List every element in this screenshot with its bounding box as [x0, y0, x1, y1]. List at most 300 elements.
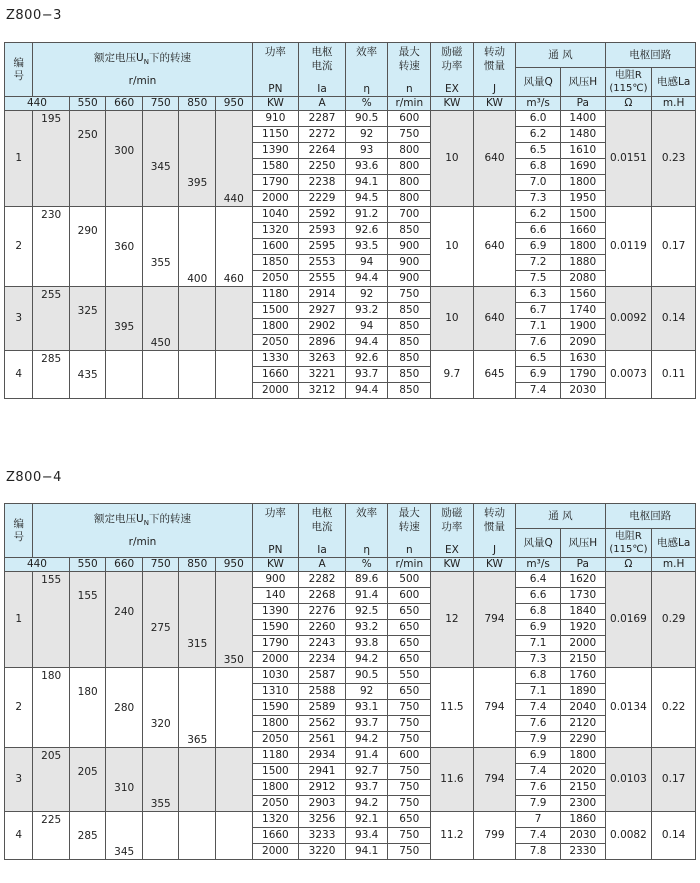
press-cell: 2030 — [560, 828, 605, 844]
header-text: N — [143, 58, 149, 67]
spec-table-z800-4 — [4, 503, 696, 860]
speed-value: 355 — [150, 257, 171, 269]
header-induct: 电感La — [652, 529, 696, 558]
unit-cell: KW — [252, 558, 299, 572]
speed-cell — [215, 572, 252, 668]
data-cell: 900 — [388, 271, 431, 287]
speed-cell — [33, 748, 70, 812]
data-cell: 1320 — [252, 223, 299, 239]
press-cell: 1500 — [560, 207, 605, 223]
data-cell: 2000 — [252, 844, 299, 860]
speed-cell — [215, 111, 252, 207]
data-cell: 2941 — [299, 764, 346, 780]
header-speed — [33, 43, 252, 97]
speed-cell — [179, 812, 216, 860]
unit-cell: KW — [473, 558, 516, 572]
unit-cell: 850 — [179, 97, 216, 111]
header-text: 电阻R — [614, 70, 642, 81]
data-cell: 2927 — [299, 303, 346, 319]
header-circuit: 电枢回路 — [605, 504, 695, 529]
header-text: 最大 — [398, 46, 420, 58]
data-cell: 1790 — [252, 636, 299, 652]
resist-cell: 0.0073 — [605, 351, 652, 399]
unit-cell: % — [345, 558, 388, 572]
press-cell: 1620 — [560, 572, 605, 588]
speed-value: 250 — [77, 129, 98, 141]
press-cell: 1800 — [560, 239, 605, 255]
data-cell: 1660 — [252, 367, 299, 383]
speed-cell — [142, 572, 179, 668]
header-text: EX — [444, 544, 459, 556]
data-cell: 1500 — [252, 303, 299, 319]
speed-cell — [106, 812, 143, 860]
flow-cell: 7.9 — [516, 796, 561, 812]
data-cell: 2276 — [299, 604, 346, 620]
unit-cell: KW — [431, 558, 474, 572]
press-cell: 1950 — [560, 191, 605, 207]
press-cell: 1400 — [560, 111, 605, 127]
data-cell: 91.4 — [345, 588, 388, 604]
header-text: 效率 — [356, 46, 378, 58]
data-cell: 1850 — [252, 255, 299, 271]
data-cell: 700 — [388, 207, 431, 223]
header-text: 转动 — [484, 507, 505, 519]
data-cell: 2050 — [252, 732, 299, 748]
speed-value: 395 — [187, 177, 208, 189]
speed-cell — [215, 351, 252, 399]
speed-cell — [33, 287, 70, 351]
flow-cell: 6.8 — [516, 159, 561, 175]
speed-value: 300 — [114, 145, 135, 157]
speed-cell — [106, 287, 143, 351]
data-cell: 90.5 — [345, 111, 388, 127]
data-cell: 2000 — [252, 652, 299, 668]
header-text: 惯量 — [484, 521, 505, 533]
inertia-cell: 645 — [473, 351, 516, 399]
data-cell: 94.2 — [345, 732, 388, 748]
unit-cell: r/min — [388, 558, 431, 572]
speed-value: 345 — [114, 846, 135, 858]
speed-value: 350 — [223, 654, 244, 666]
resist-cell: 0.0119 — [605, 207, 652, 287]
speed-cell — [215, 668, 252, 748]
speed-cell — [179, 351, 216, 399]
data-cell: 750 — [388, 700, 431, 716]
flow-cell: 6.6 — [516, 223, 561, 239]
press-cell: 1880 — [560, 255, 605, 271]
press-cell: 2300 — [560, 796, 605, 812]
resist-cell: 0.0169 — [605, 572, 652, 668]
data-cell: 94.4 — [345, 271, 388, 287]
inertia-cell: 794 — [473, 572, 516, 668]
data-cell: 750 — [388, 127, 431, 143]
header-text: 功率 — [441, 521, 463, 533]
speed-cell — [106, 572, 143, 668]
data-cell: 750 — [388, 716, 431, 732]
data-cell: 2595 — [299, 239, 346, 255]
data-cell: 1330 — [252, 351, 299, 367]
speed-cell — [179, 207, 216, 287]
data-cell: 2934 — [299, 748, 346, 764]
header-text: PN — [268, 83, 283, 95]
table-title: Z800−3 — [6, 8, 62, 23]
header-text: (115℃) — [609, 544, 648, 555]
data-cell: 91.4 — [345, 748, 388, 764]
data-cell: 93.7 — [345, 367, 388, 383]
header-excite — [431, 43, 474, 97]
speed-cell — [69, 287, 106, 351]
header-text: J — [492, 544, 497, 556]
header-text: 励磁 — [441, 46, 463, 58]
data-cell: 850 — [388, 367, 431, 383]
inertia-cell: 640 — [473, 287, 516, 351]
data-cell: 600 — [388, 588, 431, 604]
press-cell: 1560 — [560, 287, 605, 303]
header-power — [252, 43, 299, 97]
flow-cell: 7.6 — [516, 780, 561, 796]
table-title: Z800−4 — [6, 470, 62, 485]
data-cell: 2272 — [299, 127, 346, 143]
flow-cell: 7.3 — [516, 191, 561, 207]
speed-value: 205 — [77, 766, 98, 778]
press-cell: 1920 — [560, 620, 605, 636]
induct-cell: 0.14 — [652, 812, 696, 860]
speed-value: 440 — [223, 193, 244, 205]
unit-cell: KW — [431, 97, 474, 111]
speed-cell — [142, 111, 179, 207]
data-cell: 93.5 — [345, 239, 388, 255]
data-cell: 2555 — [299, 271, 346, 287]
header-text: (115℃) — [609, 83, 648, 94]
press-cell: 1690 — [560, 159, 605, 175]
speed-value: 315 — [187, 638, 208, 650]
data-cell: 850 — [388, 351, 431, 367]
flow-cell: 7.6 — [516, 716, 561, 732]
unit-cell: 950 — [215, 558, 252, 572]
speed-value: 180 — [41, 670, 62, 682]
header-text: 转速 — [398, 521, 420, 533]
unit-cell: Pa — [560, 97, 605, 111]
speed-value: 355 — [150, 798, 171, 810]
data-cell: 2050 — [252, 335, 299, 351]
speed-cell — [33, 572, 70, 668]
speed-value: 180 — [77, 686, 98, 698]
speed-value: 225 — [41, 814, 62, 826]
press-cell: 2040 — [560, 700, 605, 716]
speed-cell — [142, 812, 179, 860]
inertia-cell: 794 — [473, 748, 516, 812]
data-cell: 92.7 — [345, 764, 388, 780]
data-cell: 750 — [388, 796, 431, 812]
data-cell: 1790 — [252, 175, 299, 191]
header-maxspeed — [388, 504, 431, 558]
data-cell: 93.7 — [345, 716, 388, 732]
header-flow: 风量Q — [516, 68, 561, 97]
press-cell: 1630 — [560, 351, 605, 367]
speed-value: 450 — [150, 337, 171, 349]
speed-cell — [142, 287, 179, 351]
data-cell: 2553 — [299, 255, 346, 271]
data-cell: 3220 — [299, 844, 346, 860]
data-cell: 92 — [345, 127, 388, 143]
header-text: 电阻R — [614, 531, 642, 542]
data-cell: 92.1 — [345, 812, 388, 828]
data-cell: 2268 — [299, 588, 346, 604]
press-cell: 1760 — [560, 668, 605, 684]
group-no: 1 — [5, 111, 33, 207]
speed-cell — [179, 748, 216, 812]
data-cell: 140 — [252, 588, 299, 604]
flow-cell: 7 — [516, 812, 561, 828]
data-cell: 3263 — [299, 351, 346, 367]
header-text: J — [492, 83, 497, 95]
header-text: 功率 — [264, 46, 286, 58]
data-cell: 900 — [252, 572, 299, 588]
speed-value: 155 — [41, 574, 62, 586]
speed-value: 395 — [114, 321, 135, 333]
press-cell: 2000 — [560, 636, 605, 652]
data-cell: 2050 — [252, 271, 299, 287]
data-cell: 2250 — [299, 159, 346, 175]
header-text: 号 — [13, 69, 24, 82]
header-text: EX — [444, 83, 459, 95]
press-cell: 2150 — [560, 780, 605, 796]
data-cell: 550 — [388, 668, 431, 684]
flow-cell: 6.4 — [516, 572, 561, 588]
data-cell: 850 — [388, 223, 431, 239]
data-cell: 900 — [388, 239, 431, 255]
group-no: 4 — [5, 351, 33, 399]
data-cell: 2260 — [299, 620, 346, 636]
speed-cell — [179, 572, 216, 668]
group-no: 3 — [5, 748, 33, 812]
data-cell: 750 — [388, 764, 431, 780]
data-cell: 2561 — [299, 732, 346, 748]
data-cell: 1180 — [252, 748, 299, 764]
data-cell: 1390 — [252, 143, 299, 159]
data-cell: 800 — [388, 159, 431, 175]
header-excite — [431, 504, 474, 558]
header-text: 电流 — [311, 60, 333, 72]
unit-cell: 660 — [106, 97, 143, 111]
header-press: 风压H — [560, 68, 605, 97]
excite-cell: 11.5 — [431, 668, 474, 748]
data-cell: 2238 — [299, 175, 346, 191]
flow-cell: 7.1 — [516, 684, 561, 700]
speed-cell — [106, 351, 143, 399]
data-cell: 94.2 — [345, 796, 388, 812]
data-cell: 1660 — [252, 828, 299, 844]
flow-cell: 7.9 — [516, 732, 561, 748]
data-cell: 800 — [388, 175, 431, 191]
data-cell: 1180 — [252, 287, 299, 303]
data-cell: 2562 — [299, 716, 346, 732]
press-cell: 1740 — [560, 303, 605, 319]
data-cell: 600 — [388, 748, 431, 764]
header-circuit: 电枢回路 — [605, 43, 695, 68]
excite-cell: 10 — [431, 207, 474, 287]
header-resist — [605, 529, 652, 558]
unit-cell: 550 — [69, 97, 106, 111]
group-no: 2 — [5, 668, 33, 748]
data-cell: 2264 — [299, 143, 346, 159]
flow-cell: 7.5 — [516, 271, 561, 287]
header-no — [5, 504, 33, 558]
data-cell: 93.2 — [345, 620, 388, 636]
unit-cell: 750 — [142, 97, 179, 111]
header-text: 下的转速 — [148, 512, 191, 525]
flow-cell: 6.9 — [516, 620, 561, 636]
flow-cell: 7.1 — [516, 636, 561, 652]
unit-cell: % — [345, 97, 388, 111]
data-cell: 1800 — [252, 716, 299, 732]
data-cell: 2588 — [299, 684, 346, 700]
header-text: n — [405, 83, 413, 95]
resist-cell: 0.0092 — [605, 287, 652, 351]
speed-value: 195 — [41, 113, 62, 125]
data-cell: 2000 — [252, 191, 299, 207]
data-cell: 92 — [345, 287, 388, 303]
flow-cell: 7.0 — [516, 175, 561, 191]
flow-cell: 7.3 — [516, 652, 561, 668]
data-cell: 92.6 — [345, 351, 388, 367]
press-cell: 1480 — [560, 127, 605, 143]
speed-cell — [33, 351, 70, 399]
data-cell: 91.2 — [345, 207, 388, 223]
header-flow: 风量Q — [516, 529, 561, 558]
flow-cell: 7.4 — [516, 700, 561, 716]
unit-cell: Pa — [560, 558, 605, 572]
data-cell: 650 — [388, 652, 431, 668]
data-cell: 2587 — [299, 668, 346, 684]
data-cell: 850 — [388, 335, 431, 351]
excite-cell: 11.2 — [431, 812, 474, 860]
speed-value: 240 — [114, 606, 135, 618]
header-inertia — [473, 504, 516, 558]
header-current — [299, 504, 346, 558]
press-cell: 2330 — [560, 844, 605, 860]
group-no: 4 — [5, 812, 33, 860]
data-cell: 1320 — [252, 812, 299, 828]
header-text: 额定电压U — [94, 512, 144, 525]
press-cell: 2030 — [560, 383, 605, 399]
data-cell: 750 — [388, 828, 431, 844]
data-cell: 1800 — [252, 780, 299, 796]
header-text: n — [405, 544, 413, 556]
header-maxspeed — [388, 43, 431, 97]
group-no: 2 — [5, 207, 33, 287]
group-no: 3 — [5, 287, 33, 351]
speed-value: 285 — [77, 830, 98, 842]
header-text: η — [363, 83, 370, 95]
header-text: 下的转速 — [148, 51, 191, 64]
data-cell: 92.5 — [345, 604, 388, 620]
flow-cell: 6.5 — [516, 351, 561, 367]
speed-cell — [69, 111, 106, 207]
header-text: 惯量 — [484, 60, 505, 72]
speed-cell — [69, 572, 106, 668]
press-cell: 1790 — [560, 367, 605, 383]
data-cell: 3212 — [299, 383, 346, 399]
unit-cell: KW — [252, 97, 299, 111]
press-cell: 2290 — [560, 732, 605, 748]
data-cell: 750 — [388, 732, 431, 748]
data-cell: 3256 — [299, 812, 346, 828]
data-cell: 1600 — [252, 239, 299, 255]
data-cell: 1590 — [252, 620, 299, 636]
excite-cell: 11.6 — [431, 748, 474, 812]
speed-cell — [106, 111, 143, 207]
header-no — [5, 43, 33, 97]
data-cell: 2287 — [299, 111, 346, 127]
header-power — [252, 504, 299, 558]
header-speed — [33, 504, 252, 558]
speed-cell — [142, 351, 179, 399]
inertia-cell: 794 — [473, 668, 516, 748]
data-cell: 650 — [388, 604, 431, 620]
header-text: Ia — [317, 544, 327, 556]
press-cell: 1860 — [560, 812, 605, 828]
flow-cell: 6.7 — [516, 303, 561, 319]
press-cell: 1800 — [560, 748, 605, 764]
speed-cell — [33, 668, 70, 748]
speed-cell — [69, 207, 106, 287]
data-cell: 94.4 — [345, 383, 388, 399]
header-resist — [605, 68, 652, 97]
header-text: 电枢 — [311, 507, 333, 519]
data-cell: 2050 — [252, 796, 299, 812]
excite-cell: 10 — [431, 287, 474, 351]
excite-cell: 12 — [431, 572, 474, 668]
speed-cell — [33, 207, 70, 287]
data-cell: 3233 — [299, 828, 346, 844]
data-cell: 2243 — [299, 636, 346, 652]
speed-value: 310 — [114, 782, 135, 794]
press-cell: 1610 — [560, 143, 605, 159]
spec-table-z800-3 — [4, 42, 696, 399]
data-cell: 90.5 — [345, 668, 388, 684]
unit-cell: Ω — [605, 558, 652, 572]
unit-cell: A — [299, 97, 346, 111]
speed-cell — [106, 207, 143, 287]
data-cell: 94.1 — [345, 175, 388, 191]
induct-cell: 0.14 — [652, 287, 696, 351]
data-cell: 93.8 — [345, 636, 388, 652]
data-cell: 650 — [388, 812, 431, 828]
unit-cell: r/min — [388, 97, 431, 111]
speed-value: 360 — [114, 241, 135, 253]
flow-cell: 6.9 — [516, 748, 561, 764]
header-text: 转速 — [398, 60, 420, 72]
data-cell: 92.6 — [345, 223, 388, 239]
speed-cell — [215, 748, 252, 812]
header-text: r/min — [128, 536, 157, 549]
data-cell: 1310 — [252, 684, 299, 700]
header-text: 效率 — [356, 507, 378, 519]
header-press: 风压H — [560, 529, 605, 558]
speed-value: 345 — [150, 161, 171, 173]
speed-cell — [142, 207, 179, 287]
data-cell: 93.1 — [345, 700, 388, 716]
speed-cell — [33, 111, 70, 207]
speed-value: 290 — [77, 225, 98, 237]
press-cell: 1900 — [560, 319, 605, 335]
flow-cell: 7.4 — [516, 828, 561, 844]
data-cell: 1030 — [252, 668, 299, 684]
data-cell: 2229 — [299, 191, 346, 207]
speed-value: 365 — [187, 734, 208, 746]
flow-cell: 7.2 — [516, 255, 561, 271]
